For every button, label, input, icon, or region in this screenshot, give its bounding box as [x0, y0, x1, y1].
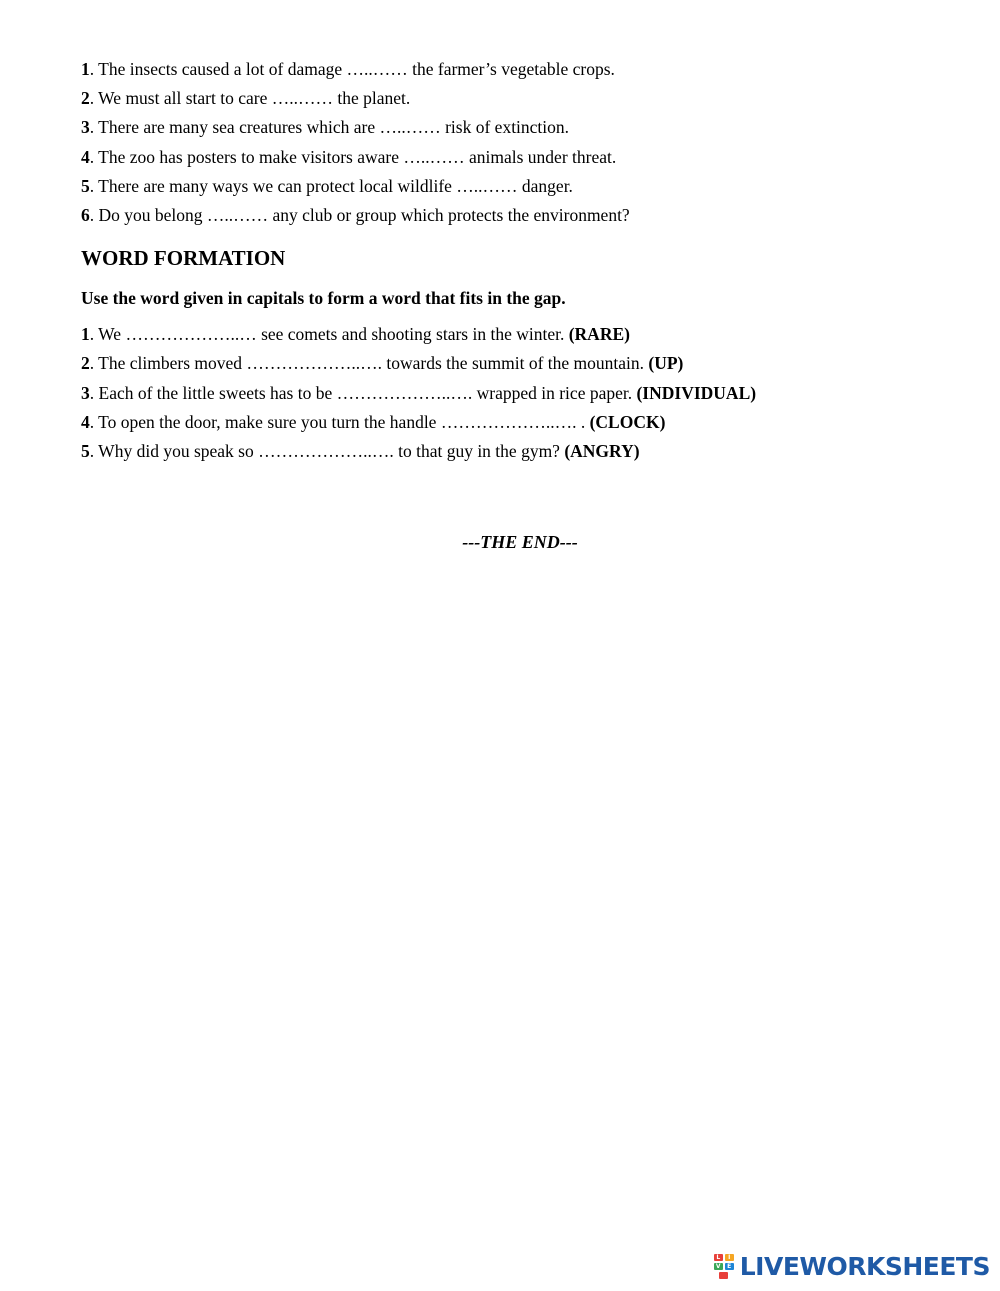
item-number: 3: [81, 117, 90, 138]
preposition-list: [81, 58, 961, 233]
item-hint: (CLOCK): [589, 411, 666, 432]
item-hint: (ANGRY): [564, 440, 640, 461]
item-number: 4: [81, 411, 90, 432]
item-text: . There are many ways we can protect local wildlife …..…… danger.: [89, 175, 573, 196]
item-hint: (INDIVIDUAL): [636, 382, 757, 403]
item-number: 2: [81, 353, 90, 374]
item-text: . To open the door, make sure you turn the handle ………………..…. .: [89, 411, 590, 432]
logo-cell-e: E: [725, 1263, 734, 1270]
logo-wordmark: LIVEWORKSHEETS: [739, 1252, 990, 1281]
instruction-text: Use the word given in capitals to form a word that fits in the gap.: [81, 288, 566, 309]
item-text: . Do you belong …..…… any club or group which protects the environment?: [89, 204, 630, 225]
section-title: WORD FORMATION: [81, 246, 286, 271]
item-text: . We ………………..… see comets and shooting stars in the winter.: [89, 324, 569, 345]
item-text: . There are many sea creatures which are …..…… risk of extinction.: [89, 117, 570, 138]
list-item: [81, 175, 961, 204]
list-item: [81, 146, 961, 175]
list-item: [81, 411, 961, 440]
item-number: 6: [81, 204, 90, 225]
list-item: [81, 116, 961, 145]
word-formation-list: [81, 323, 961, 469]
item-number: 2: [81, 88, 90, 109]
item-number: 5: [81, 440, 90, 461]
logo-icon: [714, 1254, 736, 1280]
item-text: . Why did you speak so ………………..…. to that guy in the gym?: [89, 440, 565, 461]
item-number: 1: [81, 59, 90, 79]
item-text: . The insects caused a lot of damage …..…… the farmer’s vegetable crops.: [89, 59, 615, 79]
list-item: [81, 440, 961, 469]
item-hint: (RARE): [568, 324, 630, 345]
item-number: 3: [81, 382, 90, 403]
item-text: . The zoo has posters to make visitors aware …..…… animals under threat.: [89, 146, 617, 167]
logo-cell-v: V: [714, 1263, 723, 1270]
logo-cell-i: I: [725, 1254, 734, 1261]
list-item: [81, 58, 961, 87]
worksheet-content: [81, 58, 961, 469]
item-text: . We must all start to care …..…… the planet.: [89, 88, 411, 109]
logo-cell-bottom: [719, 1272, 728, 1279]
list-item: [81, 87, 961, 116]
list-item: [81, 323, 961, 352]
item-hint: (UP): [648, 353, 684, 374]
list-item: [81, 204, 961, 233]
item-number: 5: [81, 175, 90, 196]
item-number: 1: [81, 324, 90, 345]
liveworksheets-logo: [714, 1251, 990, 1283]
item-text: . The climbers moved ………………..…. towards the summit of the mountain.: [89, 353, 649, 374]
item-text: . Each of the little sweets has to be ………………..…. wrapped in rice paper.: [89, 382, 637, 403]
list-item: [81, 352, 961, 381]
list-item: [81, 382, 961, 411]
logo-cell-l: L: [714, 1254, 723, 1261]
end-marker: ---THE END---: [462, 532, 578, 552]
item-number: 4: [81, 146, 90, 167]
